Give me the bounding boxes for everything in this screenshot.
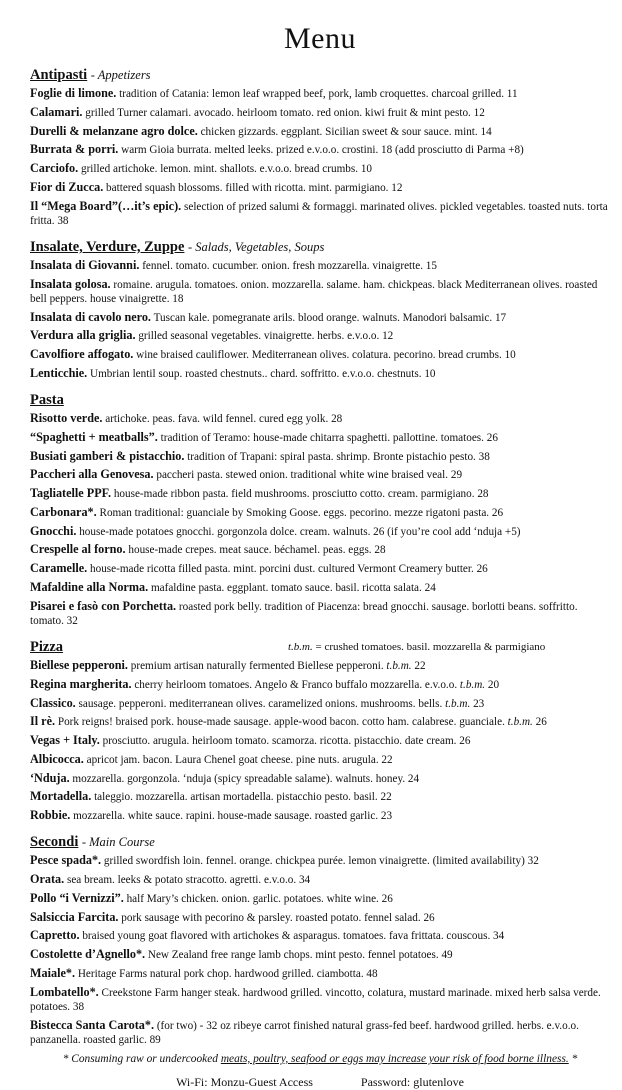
menu-item-name: Mortadella.: [30, 789, 92, 804]
menu-item-description: Heritage Farms natural pork chop. hardwood grilled. ciambotta. 48: [77, 968, 378, 980]
menu-item: [30, 714, 610, 729]
menu-item: [30, 677, 610, 692]
menu-item-description: half Mary’s chicken. onion. garlic. potatoes. white wine. 26: [126, 892, 393, 905]
menu-title: Menu: [284, 22, 356, 55]
menu-item-name: Crespelle al forno.: [30, 542, 126, 557]
section-header: [30, 238, 610, 257]
menu-item-tbm: t.b.m.: [445, 697, 471, 710]
menu-item-description: pork sausage with pecorino & parsley. roasted potato. fennel salad. 26: [121, 911, 435, 924]
menu-item-description: mafaldine pasta. eggplant. tomato sauce. basil. ricotta salata. 24: [150, 582, 436, 594]
menu-item-description: (for two) - 32 oz ribeye carrot finished natural grass-fed beef. hardwood grilled. herbs. e.v.o.o. panzanella. roasted garlic. 89: [30, 1019, 579, 1046]
menu-item: [30, 199, 610, 228]
menu-item-name: Salsiccia Farcita.: [30, 909, 119, 924]
menu-item: [30, 853, 610, 868]
menu-item-name: Insalata di Giovanni.: [30, 257, 140, 272]
menu-item-price: 23: [470, 697, 485, 710]
section-subtitle: - Main Course: [81, 835, 155, 850]
pizza-legend: [288, 638, 545, 656]
menu-item-description: grilled Turner calamari. avocado. heirloom tomato. red onion. kiwi fruit & mint pesto. 12: [85, 106, 485, 119]
menu-item-name: Pesce spada*.: [30, 853, 102, 868]
menu-item: [30, 328, 610, 343]
menu-item-name: Gnocchi.: [30, 523, 77, 538]
menu-item: [30, 966, 610, 981]
menu-item-description: warm Gioia burrata. melted leeks. prized e.v.o.o. crostini. 18 (add prosciutto di Parma +8): [121, 144, 524, 157]
menu-item: [30, 258, 610, 273]
menu-item: [30, 347, 610, 362]
menu-page: [30, 22, 610, 1090]
menu-item-description: Pork reigns! braised pork. house-made sausage. apple-wood bacon. cotto ham. calabrese. guanciale.: [57, 716, 505, 729]
menu-item-name: Maiale*.: [30, 966, 76, 980]
section-secondi: [30, 833, 610, 1047]
menu-item-name: Paccheri alla Genovesa.: [30, 467, 154, 482]
menu-item-name: Classico.: [30, 695, 76, 710]
menu-item-name: Foglie di limone.: [30, 86, 117, 100]
menu-item-name: Vegas + Italy.: [30, 733, 100, 748]
menu-item-name: Lombatello*.: [30, 984, 99, 999]
menu-item: [30, 124, 610, 139]
menu-item: [30, 872, 610, 887]
menu-item-price: 26: [532, 716, 547, 729]
menu-item-description: wine braised cauliflower. Mediterranean olives. colatura. pecorino. bread crumbs. 10: [136, 349, 516, 362]
disclaimer-underlined: meats, poultry, seafood or eggs may increase your risk of food borne illness.: [220, 1052, 569, 1065]
disclaimer-post: *: [568, 1052, 578, 1065]
menu-item-tbm: t.b.m.: [459, 678, 486, 691]
menu-item-description: apricot jam. bacon. Laura Chenel goat cheese. pine nuts. arugula. 22: [86, 753, 393, 766]
menu-item-tbm: t.b.m.: [507, 716, 533, 729]
menu-item: [30, 411, 610, 426]
pizza-legend-text: = crushed tomatoes. basil. mozzarella & parmigiano: [312, 640, 546, 653]
section-name: Pizza: [30, 638, 64, 655]
menu-item-description: grilled artichoke. lemon. mint. shallots. e.v.o.o. bread crumbs. 10: [80, 163, 373, 176]
menu-item-name: Albicocca.: [30, 751, 84, 766]
menu-item-description: Tuscan kale. pomegranate arils. blood orange. walnuts. Manodori balsamic. 17: [153, 311, 507, 324]
wifi-password: Password: glutenlove: [360, 1074, 464, 1089]
menu-item-name: Pollo “i Vernizzi”.: [30, 890, 124, 905]
menu-item: [30, 771, 610, 786]
section-subtitle: - Salads, Vegetables, Soups: [187, 239, 325, 254]
menu-item-description: sausage. pepperoni. mediterranean olives. caramelized onions. mushrooms. bells.: [78, 697, 443, 710]
menu-item-name: Costolette d’Agnello*.: [30, 947, 146, 962]
menu-item-name: Il rè.: [30, 714, 56, 729]
menu-item-description: braised young goat flavored with artichokes & asparagus. tomatoes. fava frittata. couscous. 34: [82, 930, 505, 943]
menu-item: [30, 696, 610, 711]
menu-item-name: Bistecca Santa Carota*.: [30, 1017, 155, 1032]
menu-item: [30, 580, 610, 595]
section-header: [30, 66, 610, 85]
menu-item: [30, 891, 610, 906]
menu-item-name: Robbie.: [30, 808, 71, 823]
section-pizza: [30, 638, 610, 823]
menu-item-name: Fior di Zucca.: [30, 179, 104, 194]
menu-item: [30, 808, 610, 823]
menu-item-description: mozzarella. gorgonzola. ‘nduja (spicy spreadable salame). walnuts. honey. 24: [72, 772, 420, 785]
pizza-legend-abbr: t.b.m.: [288, 640, 313, 653]
menu-item-description: mozzarella. white sauce. rapini. house-made sausage. roasted garlic. 23: [73, 810, 393, 823]
section-name: Secondi: [30, 834, 79, 851]
menu-item: [30, 752, 610, 767]
disclaimer-pre: * Consuming raw or undercooked: [62, 1052, 221, 1065]
menu-item: [30, 467, 610, 482]
section-name: Antipasti: [30, 67, 88, 83]
menu-item-name: Regina margherita.: [30, 676, 132, 691]
menu-item-description: grilled seasonal vegetables. vinaigrette. herbs. e.v.o.o. 12: [138, 330, 394, 343]
menu-item-name: Burrata & porri.: [30, 142, 119, 157]
menu-item: [30, 142, 610, 157]
wifi-network: Wi-Fi: Monzu-Guest Access: [176, 1074, 313, 1089]
section-insalate: [30, 238, 610, 381]
menu-item: [30, 599, 610, 628]
menu-item-name: Carciofo.: [30, 161, 79, 176]
menu-item: [30, 277, 610, 306]
menu-item: [30, 161, 610, 176]
menu-item: [30, 947, 610, 962]
menu-item-description: Creekstone Farm hanger steak. hardwood grilled. vincotto, colatura, mustard marinade. mixed herb salsa verde. potatoes. 38: [30, 986, 601, 1013]
menu-item: [30, 366, 610, 381]
menu-item: [30, 733, 610, 748]
menu-item-name: ‘Nduja.: [30, 770, 70, 785]
menu-item-description: Roman traditional: guanciale by Smoking Goose. eggs. pecorino. mezze rigatoni pasta. 26: [99, 506, 504, 519]
menu-item-description: battered squash blossoms. filled with ricotta. mint. parmigiano. 12: [106, 181, 403, 194]
menu-item: [30, 86, 610, 101]
menu-item-price: 20: [485, 678, 500, 691]
menu-item-name: Caramelle.: [30, 561, 88, 576]
menu-item-name: Tagliatelle PPF.: [30, 486, 112, 501]
menu-item: [30, 105, 610, 120]
menu-item: [30, 486, 610, 501]
menu-item: [30, 910, 610, 925]
menu-item: [30, 542, 610, 557]
menu-item-description: romaine. arugula. tomatoes. onion. mozzarella. salame. ham. chickpeas. black Mediterranean olives. roasted bell peppers. house vinaigrette. 18: [30, 278, 598, 305]
section-name: Pasta: [30, 391, 64, 408]
menu-item: [30, 985, 610, 1014]
menu-item-description: house-made potatoes gnocchi. gorgonzola dolce. cream. walnuts. 26 (if you’re cool add ‘nduja +5): [79, 525, 521, 538]
section-header: [30, 833, 610, 852]
section-name: Insalate, Verdure, Zuppe: [30, 238, 185, 255]
menu-item-name: Insalata golosa.: [30, 276, 111, 291]
menu-item-name: Cavolfiore affogato.: [30, 347, 134, 362]
menu-item-description: paccheri pasta. stewed onion. traditional white wine braised veal. 29: [156, 469, 463, 482]
menu-item-description: fennel. tomato. cucumber. onion. fresh mozzarella. vinaigrette. 15: [142, 259, 437, 272]
food-safety-disclaimer: [30, 1053, 610, 1065]
menu-item: [30, 449, 610, 464]
menu-item-description: selection of prized salumi & formaggi. marinated olives. pickled vegetables. toasted nuts. torta fritta. 38: [30, 200, 608, 227]
section-antipasti: [30, 66, 610, 228]
menu-item-description: chicken gizzards. eggplant. Sicilian sweet & sour sauce. mint. 14: [200, 125, 492, 138]
menu-item-name: Verdura alla griglia.: [30, 328, 136, 343]
menu-item-description: house-made ricotta filled pasta. mint. porcini dust. cultured Vermont Creamery butter. 26: [90, 563, 488, 576]
menu-item: [30, 928, 610, 943]
menu-item-name: Pisarei e fasò con Porchetta.: [30, 598, 177, 613]
menu-item: [30, 658, 610, 673]
menu-item: [30, 505, 610, 520]
menu-item-name: “Spaghetti + meatballs”.: [30, 429, 158, 444]
menu-item-description: taleggio. mozzarella. artisan mortadella. pistacchio pesto. basil. 22: [94, 791, 392, 804]
menu-item-tbm: t.b.m.: [386, 659, 412, 672]
menu-item-description: house-made crepes. meat sauce. béchamel. peas. eggs. 28: [128, 544, 386, 557]
menu-item-name: Calamari.: [30, 104, 83, 119]
menu-item-description: roasted pork belly. tradition of Piacenza: bread gnocchi. sausage. borlotti beans. soffritto. tomato. 32: [30, 600, 578, 627]
menu-item-description: tradition of Teramo: house-made chitarra spaghetti. pallottine. tomatoes. 26: [160, 431, 498, 444]
menu-item-description: house-made ribbon pasta. field mushrooms. prosciutto cotto. cream. parmigiano. 28: [113, 488, 489, 501]
section-header: [30, 391, 610, 410]
menu-item-name: Biellese pepperoni.: [30, 657, 128, 672]
menu-item-name: Mafaldine alla Norma.: [30, 580, 149, 594]
menu-item-price: 22: [411, 659, 426, 672]
menu-item: [30, 180, 610, 195]
menu-item-description: sea bream. leeks & potato stracotto. agretti. e.v.o.o. 34: [66, 874, 311, 887]
menu-item: [30, 561, 610, 576]
menu-item-name: Il “Mega Board”(…it’s epic).: [30, 198, 182, 213]
section-pasta: [30, 391, 610, 628]
menu-item-description: grilled swordfish loin. fennel. orange. chickpea purée. lemon vinaigrette. (limited availability) 32: [103, 855, 539, 868]
menu-item-name: Carbonara*.: [30, 504, 97, 519]
menu-item: [30, 310, 610, 325]
menu-item-name: Insalata di cavolo nero.: [30, 309, 151, 324]
section-header: [30, 638, 610, 657]
menu-item-name: Capretto.: [30, 928, 80, 943]
menu-item-description: artichoke. peas. fava. wild fennel. cured egg yolk. 28: [105, 412, 343, 425]
menu-item-description: New Zealand free range lamb chops. mint pesto. fennel potatoes. 49: [147, 949, 453, 962]
menu-item-name: Busiati gamberi & pistacchio.: [30, 448, 185, 463]
menu-item: [30, 789, 610, 804]
menu-item-description: Umbrian lentil soup. roasted chestnuts.. chard. soffritto. e.v.o.o. chestnuts. 10: [90, 367, 436, 380]
wifi-info: [30, 1075, 610, 1090]
menu-item-name: Risotto verde.: [30, 410, 103, 425]
menu-item-description: tradition of Trapani: spiral pasta. shrimp. Bronte pistachio pesto. 38: [187, 450, 490, 463]
menu-item-description: prosciutto. arugula. heirloom tomato. scamorza. ricotta. pistacchio. date cream. 26: [102, 735, 471, 748]
section-subtitle: - Appetizers: [90, 68, 151, 82]
menu-item: [30, 1018, 610, 1047]
menu-item-description: premium artisan naturally fermented Biellese pepperoni.: [130, 659, 384, 672]
menu-item: [30, 430, 610, 445]
menu-item-description: cherry heirloom tomatoes. Angelo & Franco buffalo mozzarella. e.v.o.o.: [134, 678, 458, 691]
menu-item-description: tradition of Catania: lemon leaf wrapped beef, pork, lamb croquettes. charcoal grilled. 11: [119, 88, 518, 100]
menu-item-name: Orata.: [30, 872, 65, 887]
menu-item-name: Lenticchie.: [30, 365, 88, 380]
menu-item: [30, 524, 610, 539]
menu-item-name: Durelli & melanzane agro dolce.: [30, 123, 198, 138]
